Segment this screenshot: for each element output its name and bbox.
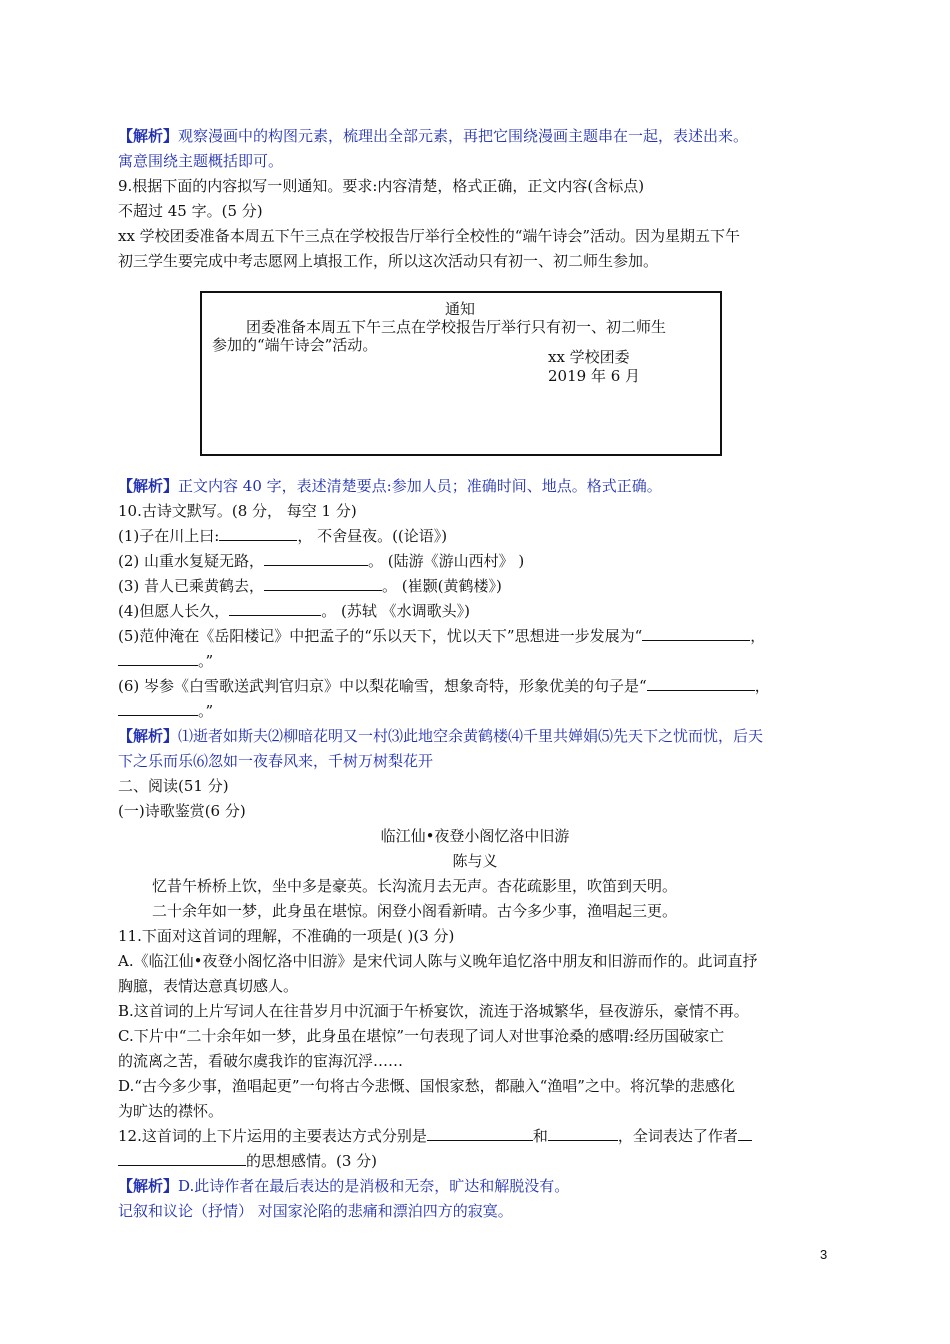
item-text: (1)子在川上曰: xyxy=(118,527,220,545)
q11-title: 11.下面对这首词的理解，不准确的一项是( )(3 分) xyxy=(118,927,455,945)
item-text: ， xyxy=(754,677,770,695)
item-text: 。” xyxy=(198,702,214,720)
notice-title: 通知 xyxy=(445,300,476,318)
notice-date: 2019 年 6 月 xyxy=(548,367,641,385)
q11-option-c-line-1: C.下片中“二十余年如一梦，此身虽在堪惊”一句表现了词人对世事沧桑的感喟:经历国破家亡 xyxy=(118,1027,725,1045)
answer-blank[interactable] xyxy=(647,674,755,691)
q10-item-5-line-2 xyxy=(118,649,213,673)
q10-item-2 xyxy=(118,549,524,573)
poem-author: 陈与义 xyxy=(452,852,498,870)
page-number: 3 xyxy=(820,1247,828,1262)
item-text: (4)但愿人长久， xyxy=(118,602,230,620)
item-text: ， xyxy=(750,627,766,645)
analysis-text: 正文内容 40 字，表述清楚要点:参加人员；准确时间、地点。格式正确。 xyxy=(178,477,662,495)
q11-option-d-line-2: 为旷达的襟怀。 xyxy=(118,1102,224,1120)
item-text: ，全词表达了作者 xyxy=(617,1127,738,1145)
q9-prompt-line-2: 不超过 45 字。(5 分) xyxy=(118,202,263,220)
q10-item-6-line-1 xyxy=(118,674,770,698)
q10-analysis-line-1 xyxy=(118,724,763,748)
poem-line-2: 二十余年如一梦，此身虽在堪惊。闲登小阁看新晴。古今多少事，渔唱起三更。 xyxy=(152,902,678,920)
section-2-sub-1: (一)诗歌鉴赏(6 分) xyxy=(118,802,246,820)
item-text: (3) 昔人已乘黄鹤去， xyxy=(118,577,265,595)
item-text: ， 不舍昼夜。((论语》) xyxy=(297,527,448,545)
analysis-text: D.此诗作者在最后表达的是消极和无奈，旷达和解脱没有。 xyxy=(178,1177,570,1195)
q10-item-1 xyxy=(118,524,447,548)
answer-blank[interactable] xyxy=(264,574,382,591)
analysis-text: ⑴逝者如斯夫⑵柳暗花明又一村⑶此地空余黄鹤楼⑷千里共婵娟⑸先天下之忧而忧，后天 xyxy=(178,727,764,745)
q10-item-5-line-1 xyxy=(118,624,765,648)
q11-option-d-line-1: D.“古今多少事，渔唱起更”一句将古今悲慨、国恨家愁，都融入“渔唱”之中。将沉挚的悲感化 xyxy=(118,1077,735,1095)
q10-item-6-line-2 xyxy=(118,699,213,723)
answer-blank[interactable] xyxy=(118,649,198,666)
answer-blank[interactable] xyxy=(738,1124,752,1141)
item-text: 。 (崔颢(黄鹤楼》) xyxy=(382,577,502,595)
analysis-text: 观察漫画中的构图元素，梳理出全部元素，再把它围绕漫画主题串在一起，表述出来。 xyxy=(178,127,749,145)
answer-blank[interactable] xyxy=(264,549,368,566)
q12-line-1 xyxy=(118,1124,752,1148)
q10-item-3 xyxy=(118,574,502,598)
q12-line-2 xyxy=(118,1149,377,1173)
poem-line-1: 忆昔午桥桥上饮，坐中多是豪英。长沟流月去无声。杏花疏影里，吹笛到天明。 xyxy=(152,877,678,895)
answer-blank[interactable] xyxy=(229,599,321,616)
item-text: (6) 岑参《白雪歌送武判官归京》中以梨花喻雪，想象奇特，形象优美的句子是“ xyxy=(118,677,647,695)
notice-answer-box xyxy=(200,291,722,456)
item-text: 。 (苏轼 《水调歌头》) xyxy=(321,602,470,620)
q10-title: 10.古诗文默写。(8 分， 每空 1 分) xyxy=(118,502,357,520)
poem-title: 临江仙•夜登小阁忆洛中旧游 xyxy=(380,827,570,845)
analysis-8-line-2: 寓意围绕主题概括即可。 xyxy=(118,152,284,170)
analysis-label: 【解析】 xyxy=(118,1177,179,1195)
item-text: 和 xyxy=(532,1127,548,1145)
q11-option-a-line-2: 胸臆，表情达意真切感人。 xyxy=(118,977,299,995)
section-2-title: 二、阅读(51 分) xyxy=(118,777,229,795)
q11-option-a-line-1: A.《临江仙•夜登小阁忆洛中旧游》是宋代词人陈与义晚年追忆洛中朋友和旧游而作的。此词直抒 xyxy=(118,952,758,970)
answer-blank[interactable] xyxy=(219,524,297,541)
item-text: 的思想感情。(3 分) xyxy=(246,1152,378,1170)
q9-material-line-2: 初三学生要完成中考志愿网上填报工作，所以这次活动只有初一、初二师生参加。 xyxy=(118,252,659,270)
q10-item-4 xyxy=(118,599,470,623)
analysis-label: 【解析】 xyxy=(118,477,179,495)
item-text: (2) 山重水复疑无路， xyxy=(118,552,265,570)
answer-blank[interactable] xyxy=(118,1149,246,1166)
q10-analysis-line-2: 下之乐而乐⑹忽如一夜春风来，千树万树梨花开 xyxy=(118,752,434,770)
notice-body-line-1: 团委准备本周五下午三点在学校报告厅举行只有初一、初二师生 xyxy=(246,318,667,336)
item-text: 。” xyxy=(198,652,214,670)
answer-blank[interactable] xyxy=(427,1124,533,1141)
q9-analysis xyxy=(118,474,662,498)
q11-option-c-line-2: 的流离之苦，看破尔虞我诈的宦海沉浮…… xyxy=(118,1052,404,1070)
analysis-8-line-1 xyxy=(118,124,748,148)
item-text: 12.这首词的上下片运用的主要表达方式分别是 xyxy=(118,1127,427,1145)
answer-blank[interactable] xyxy=(118,699,198,716)
notice-body-line-2: 参加的“端午诗会”活动。 xyxy=(212,336,378,354)
analysis-label: 【解析】 xyxy=(118,127,179,145)
item-text: (5)范仲淹在《岳阳楼记》中把孟子的“乐以天下，忧以天下”思想进一步发展为“ xyxy=(118,627,643,645)
notice-signature: xx 学校团委 xyxy=(548,348,630,366)
q12-analysis xyxy=(118,1174,569,1198)
item-text: 。 (陆游《游山西村》 ) xyxy=(368,552,525,570)
q9-prompt-line-1: 9.根据下面的内容拟写一则通知。要求:内容清楚，格式正确，正文内容(含标点) xyxy=(118,177,645,195)
q12-answer: 记叙和议论（抒情） 对国家沦陷的悲痛和漂泊四方的寂寞。 xyxy=(118,1202,513,1220)
analysis-label: 【解析】 xyxy=(118,727,179,745)
answer-blank[interactable] xyxy=(642,624,750,641)
q9-material-line-1: xx 学校团委准备本周五下午三点在学校报告厅举行全校性的“端午诗会”活动。因为星期五下午 xyxy=(118,227,741,245)
q11-option-b: B.这首词的上片写词人在往昔岁月中沉湎于午桥宴饮，流连于洛城繁华，昼夜游乐，豪情不再。 xyxy=(118,1002,749,1020)
answer-blank[interactable] xyxy=(548,1124,618,1141)
